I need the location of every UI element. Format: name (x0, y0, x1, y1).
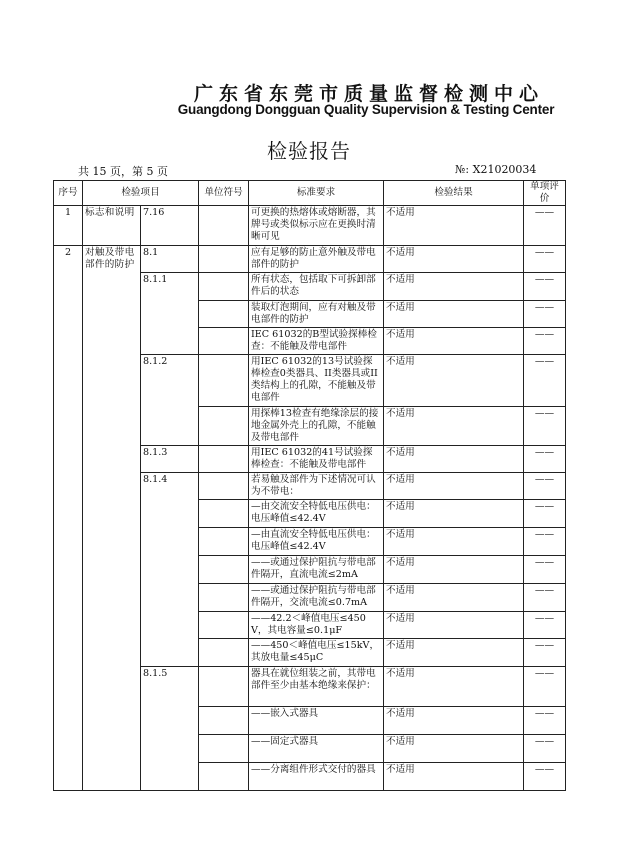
unit-symbol (199, 473, 249, 500)
result: 不适用 (384, 273, 524, 301)
result: 不适用 (384, 707, 524, 735)
evaluation: —— (524, 407, 566, 446)
test-item: 对触及带电部件的防护 (83, 246, 141, 791)
org-name-en: Guangdong Dongguan Quality Supervision & Testing Center (177, 102, 555, 117)
page-info: 共 15 页，第 5 页 (78, 165, 168, 178)
report-title: 检验报告 (267, 139, 351, 163)
requirement: 装取灯泡期间，应有对触及带电部件的防护 (249, 301, 384, 328)
unit-symbol (199, 446, 249, 473)
unit-symbol (199, 206, 249, 246)
requirement: ——分离组件形式交付的器具 (249, 763, 384, 791)
evaluation: —— (524, 246, 566, 273)
requirement: 所有状态，包括取下可拆卸部件后的状态 (249, 273, 384, 301)
result: 不适用 (384, 556, 524, 584)
unit-symbol (199, 735, 249, 763)
clause-number: 8.1.2 (141, 355, 199, 446)
requirement: 若易触及部件为下述情况可认为不带电： (249, 473, 384, 500)
requirement: 器具在就位组装之前，其带电部件至少由基本绝缘来保护： (249, 667, 384, 707)
clause-number: 8.1.4 (141, 473, 199, 667)
table-header-row (54, 181, 566, 206)
clause-number: 8.1 (141, 246, 199, 273)
result: 不适用 (384, 246, 524, 273)
requirement: ——或通过保护阻抗与带电部件隔开，直流电流≤2mA (249, 556, 384, 584)
col-header-unit: 单位符号 (199, 181, 249, 206)
unit-symbol (199, 584, 249, 612)
evaluation: —— (524, 446, 566, 473)
result: 不适用 (384, 763, 524, 791)
result: 不适用 (384, 206, 524, 246)
requirement: 可更换的热熔体或熔断器，其牌号或类似标示应在更换时清晰可见 (249, 206, 384, 246)
requirement: ——固定式器具 (249, 735, 384, 763)
requirement: 用探棒13检查有绝缘涂层的接地金属外壳上的孔隙，不能触及带电部件 (249, 407, 384, 446)
evaluation: —— (524, 667, 566, 707)
table-row (54, 246, 566, 273)
col-header-result: 检验结果 (384, 181, 524, 206)
evaluation: —— (524, 273, 566, 301)
result: 不适用 (384, 612, 524, 639)
unit-symbol (199, 328, 249, 355)
result: 不适用 (384, 355, 524, 407)
result: 不适用 (384, 473, 524, 500)
evaluation: —— (524, 707, 566, 735)
evaluation: —— (524, 528, 566, 556)
unit-symbol (199, 355, 249, 407)
unit-symbol (199, 639, 249, 667)
unit-symbol (199, 407, 249, 446)
result: 不适用 (384, 735, 524, 763)
row-number: 2 (54, 246, 83, 791)
result: 不适用 (384, 639, 524, 667)
requirement: ——嵌入式器具 (249, 707, 384, 735)
unit-symbol (199, 301, 249, 328)
col-header-no: 序号 (54, 181, 83, 206)
inspection-table (53, 180, 566, 791)
row-number: 1 (54, 206, 83, 246)
evaluation: —— (524, 735, 566, 763)
result: 不适用 (384, 446, 524, 473)
test-item: 标志和说明 (83, 206, 141, 246)
requirement: ——或通过保护阻抗与带电部件隔开，交流电流≤0.7mA (249, 584, 384, 612)
evaluation: —— (524, 584, 566, 612)
result: 不适用 (384, 500, 524, 528)
requirement: —由直流安全特低电压供电：电压峰值≤42.4V (249, 528, 384, 556)
requirement: —由交流安全特低电压供电：电压峰值≤42.4V (249, 500, 384, 528)
result: 不适用 (384, 667, 524, 707)
clause-number: 8.1.3 (141, 446, 199, 473)
evaluation: —— (524, 473, 566, 500)
evaluation: —— (524, 612, 566, 639)
requirement: 用IEC 61032的41号试验探棒检查：不能触及带电部件 (249, 446, 384, 473)
unit-symbol (199, 528, 249, 556)
requirement: ——450＜峰值电压≤15kV，其放电量≤45μC (249, 639, 384, 667)
col-header-evaluation: 单项评价 (524, 181, 566, 206)
evaluation: —— (524, 763, 566, 791)
result: 不适用 (384, 407, 524, 446)
unit-symbol (199, 763, 249, 791)
evaluation: —— (524, 639, 566, 667)
evaluation: —— (524, 355, 566, 407)
requirement: 应有足够的防止意外触及带电部件的防护 (249, 246, 384, 273)
col-header-requirement: 标准要求 (249, 181, 384, 206)
unit-symbol (199, 556, 249, 584)
evaluation: —— (524, 556, 566, 584)
evaluation: —— (524, 301, 566, 328)
unit-symbol (199, 273, 249, 301)
requirement: 用IEC 61032的13号试验探棒检查0类器具、II类器具或II类结构上的孔隙，不能触及带电部件 (249, 355, 384, 407)
evaluation: —— (524, 206, 566, 246)
unit-symbol (199, 500, 249, 528)
result: 不适用 (384, 328, 524, 355)
result: 不适用 (384, 301, 524, 328)
report-number: №: X21020034 (455, 163, 537, 176)
clause-number: 8.1.1 (141, 273, 199, 355)
requirement: IEC 61032的B型试验探棒检查：不能触及带电部件 (249, 328, 384, 355)
requirement: ——42.2＜峰值电压≤450V，其电容量≤0.1μF (249, 612, 384, 639)
col-header-item: 检验项目 (83, 181, 199, 206)
evaluation: —— (524, 328, 566, 355)
clause-number: 8.1.5 (141, 667, 199, 791)
unit-symbol (199, 707, 249, 735)
table-row (54, 206, 566, 246)
result: 不适用 (384, 528, 524, 556)
org-name-cn: 广东省东莞市质量监督检测中心 (193, 83, 544, 105)
evaluation: —— (524, 500, 566, 528)
unit-symbol (199, 667, 249, 707)
result: 不适用 (384, 584, 524, 612)
clause-number: 7.16 (141, 206, 199, 246)
unit-symbol (199, 246, 249, 273)
unit-symbol (199, 612, 249, 639)
